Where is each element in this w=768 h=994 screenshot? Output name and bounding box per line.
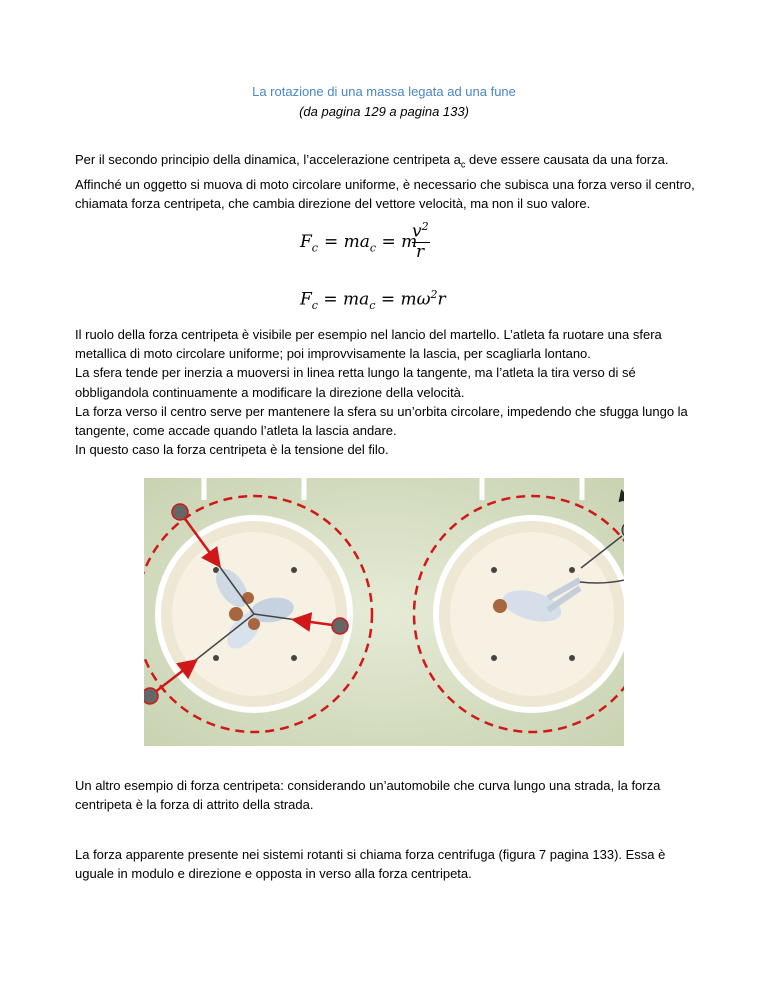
formula-centripetal-force-omega <box>300 288 480 312</box>
intro-text-b: deve essere causata da una forza. Affinché un oggetto si muova di moto circolare uniforme, è necessario che subisca una forza verso il centro, chiamata forza centripeta, che cambia direzione del vettore velocità, ma non il suo valore. <box>75 152 695 211</box>
hammer-ball-2 <box>332 618 348 634</box>
formula2-sup: 2 <box>430 288 438 301</box>
page-title: La rotazione di una massa legata ad una fune <box>252 84 516 99</box>
hammer-line-3: La forza verso il centro serve per mantenere la sfera su un’orbita circolare, impedendo che sfugga lungo la tangente, come accade quando l’atleta la lascia andare. <box>75 403 688 439</box>
formula-centripetal-force-velocity <box>300 220 480 264</box>
formula1-sup: 2 <box>421 220 429 233</box>
formula2-r: r <box>437 289 446 310</box>
hammer-throw-illustration <box>144 478 624 746</box>
intro-paragraph <box>75 150 700 213</box>
car-example-paragraph: Un altro esempio di forza centripeta: considerando un’automobile che curva lungo una strada, la forza centripeta è la forza di attrito della strada. <box>75 778 661 813</box>
formula2-sub2: c <box>369 299 376 313</box>
formula2-momega: = mω <box>380 289 431 310</box>
hammer-line-1: Il ruolo della forza centripeta è visibile per esempio nel lancio del martello. L’atleta fa ruotare una sfera metallica di moto circolare uniforme; poi improvvisamente la lascia, per scagliarla lontano. <box>75 327 662 362</box>
hammer-ball-3 <box>144 688 158 704</box>
hammer-throw-paragraph <box>75 325 700 459</box>
formula2-F: F <box>300 289 312 310</box>
formula2-ma: = ma <box>323 289 370 310</box>
formula1-ma: = ma <box>324 232 370 252</box>
intro-subscript: c <box>460 159 466 170</box>
formula1-F: F <box>300 232 312 252</box>
intro-text-a: Per il secondo principio della dinamica, l’accelerazione centripeta a <box>75 152 461 167</box>
formula1-sub: c <box>311 241 318 255</box>
page-subtitle: (da pagina 129 a pagina 133) <box>299 104 469 119</box>
formula1-r: r <box>416 242 425 262</box>
formula1-v: v <box>412 221 422 242</box>
centrifugal-paragraph: La forza apparente presente nei sistemi rotanti si chiama forza centrifuga (figura 7 pagina 133). Essa è uguale in modulo e direzione e opposta in verso alla forza centripeta. <box>75 847 666 882</box>
formula1-m: = m <box>381 232 418 252</box>
hammer-ball-1 <box>172 504 188 520</box>
hammer-line-2: La sfera tende per inerzia a muoversi in linea retta lungo la tangente, ma l’atleta la tira verso di sé obbligandola continuamente a modificare la direzione della velocità. <box>75 365 636 400</box>
hammer-line-4: In questo caso la forza centripeta è la tensione del filo. <box>75 442 389 458</box>
formula2-sub: c <box>311 299 318 313</box>
formula1-sub2: c <box>369 241 377 255</box>
